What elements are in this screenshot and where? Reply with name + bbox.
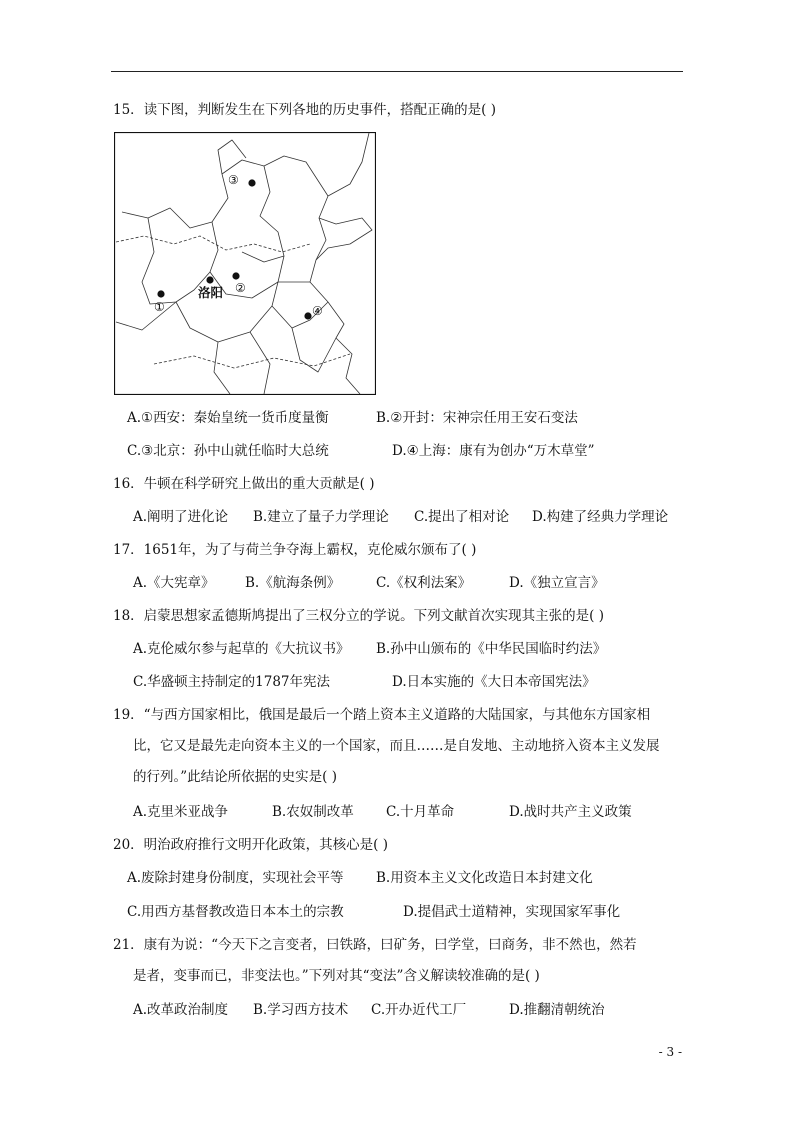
q20-option-a: A.废除封建身份制度，实现社会平等 bbox=[127, 870, 344, 886]
city-dot-1 bbox=[157, 290, 164, 297]
question-19-stem-line-2: 比，它又是最先走向资本主义的一个国家，而且……是自发地、主动地挤入资本主义发展 bbox=[133, 738, 660, 754]
question-21-stem-line-1: 21．康有为说：“今天下之言变者，曰铁路，曰矿务，曰学堂，曰商务，非不然也，然若 bbox=[113, 937, 637, 953]
city-dot-2 bbox=[232, 272, 239, 279]
q20-option-c: C.用西方基督教改造日本本土的宗教 bbox=[127, 904, 344, 920]
q16-option-c: C.提出了相对论 bbox=[414, 509, 510, 525]
q15-option-d: D.④上海：康有为创办“万木草堂” bbox=[392, 443, 595, 459]
map-frame bbox=[115, 133, 376, 395]
q16-option-a: A.阐明了进化论 bbox=[133, 509, 229, 525]
q17-option-d: D.《独立宣言》 bbox=[509, 575, 605, 591]
q17-option-c: C.《权利法案》 bbox=[376, 575, 472, 591]
q18-option-c: C.华盛顿主持制定的1787年宪法 bbox=[133, 674, 330, 690]
q21-option-c: C.开办近代工厂 bbox=[371, 1002, 467, 1018]
question-20-stem: 20．明治政府推行文明开化政策，其核心是( ) bbox=[113, 837, 389, 853]
q15-option-a: A.①西安：秦始皇统一货币度量衡 bbox=[127, 410, 329, 426]
map-label-2: ② bbox=[235, 281, 246, 295]
map-label-1: ① bbox=[154, 300, 165, 314]
question-21-stem-line-2: 是者，变事而已，非变法也。”下列对其“变法”含义解读较准确的是( ) bbox=[133, 968, 540, 984]
q16-option-b: B.建立了量子力学理论 bbox=[253, 509, 389, 525]
q15-option-c: C.③北京：孙中山就任临时大总统 bbox=[127, 443, 329, 459]
q21-option-d: D.推翻清朝统治 bbox=[509, 1002, 605, 1018]
question-18-stem: 18．启蒙思想家孟德斯鸠提出了三权分立的学说。下列文献首次实现其主张的是( ) bbox=[113, 608, 605, 624]
q16-option-d: D.构建了经典力学理论 bbox=[532, 509, 669, 525]
map-label-luoyang: 洛阳 bbox=[198, 285, 224, 300]
q20-option-b: B.用资本主义文化改造日本封建文化 bbox=[376, 870, 593, 886]
question-19-stem-line-3: 的行列。”此结论所依据的史实是( ) bbox=[133, 769, 337, 785]
q18-option-d: D.日本实施的《大日本帝国宪法》 bbox=[392, 674, 596, 690]
question-19-stem-line-1: 19．“与西方国家相比，俄国是最后一个踏上资本主义道路的大陆国家，与其他东方国家相 bbox=[113, 707, 651, 723]
q18-option-a: A.克伦威尔参与起草的《大抗议书》 bbox=[133, 641, 350, 657]
question-16-stem: 16．牛顿在科学研究上做出的重大贡献是( ) bbox=[113, 476, 375, 492]
q21-option-a: A.改革政治制度 bbox=[133, 1002, 229, 1018]
q19-option-d: D.战时共产主义政策 bbox=[509, 804, 632, 820]
q18-option-b: B.孙中山颁布的《中华民国临时约法》 bbox=[376, 641, 607, 657]
q19-option-c: C.十月革命 bbox=[386, 804, 455, 820]
history-map bbox=[114, 132, 376, 395]
map-label-4: ④ bbox=[312, 304, 323, 318]
q19-option-a: A.克里米亚战争 bbox=[133, 804, 229, 820]
question-17-stem: 17．1651年，为了与荷兰争夺海上霸权，克伦威尔颁布了( ) bbox=[113, 542, 477, 558]
q20-option-d: D.提倡武士道精神，实现国家军事化 bbox=[403, 904, 621, 920]
city-dot-luoyang bbox=[206, 276, 213, 283]
q17-option-b: B.《航海条例》 bbox=[245, 575, 341, 591]
city-dot-4 bbox=[304, 312, 311, 319]
question-15-stem: 15．读下图，判断发生在下列各地的历史事件，搭配正确的是( ) bbox=[113, 102, 497, 118]
map-label-3: ③ bbox=[228, 173, 239, 187]
q15-option-b: B.②开封：宋神宗任用王安石变法 bbox=[376, 410, 578, 426]
q19-option-b: B.农奴制改革 bbox=[272, 804, 354, 820]
city-dot-3 bbox=[248, 179, 255, 186]
page-number: - 3 - bbox=[658, 1045, 682, 1059]
q21-option-b: B.学习西方技术 bbox=[253, 1002, 349, 1018]
q17-option-a: A.《大宪章》 bbox=[133, 575, 215, 591]
header-rule bbox=[111, 71, 683, 72]
